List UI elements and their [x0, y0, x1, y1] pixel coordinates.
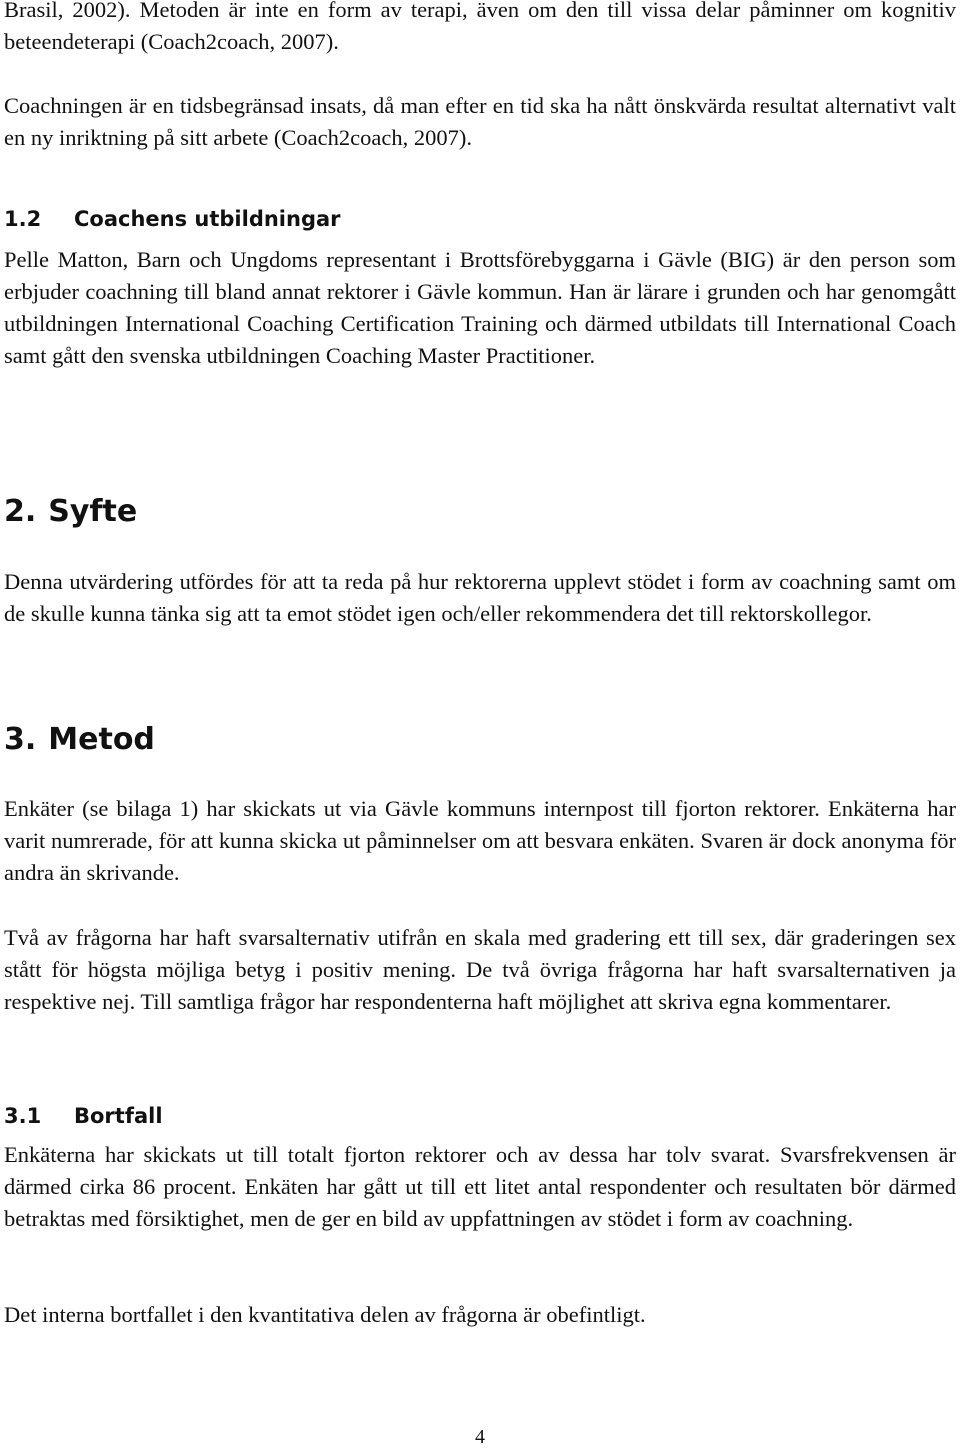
page-number: 4: [475, 1426, 485, 1448]
section-2-body-block: [4, 566, 956, 630]
section-title: Syfte: [48, 494, 138, 529]
intro-end-paragraph: Brasil, 2002). Metoden är inte en form av terapi, även om den till vissa delar påminner om kognitiv beteendeterapi (Coach2coach, 2007).: [4, 0, 956, 54]
section-3-body-1-block: [4, 793, 956, 889]
section-3-1-body-2-block: [4, 1299, 956, 1331]
section-2-paragraph: Denna utvärdering utfördes för att ta reda på hur rektorerna upplevt stödet i form av coachning samt om de skulle kunna tänka sig att ta emot stödet igen och/eller rekommendera det till rektorskollegor.: [4, 569, 956, 626]
section-3-paragraph-1: Enkäter (se bilaga 1) har skickats ut via Gävle kommuns internpost till fjorton rektorer. Enkäterna har varit numrerade, för att kunna skicka ut påminnelser om att besvara enkäten. Svaren är dock anonyma för andra än skrivande.: [4, 796, 956, 885]
intro-time-block: [4, 90, 956, 154]
section-title: Metod: [48, 722, 155, 757]
intro-time-paragraph: Coachningen är en tidsbegränsad insats, då man efter en tid ska ha nått önskvärda resultat alternativt valt en ny inriktning på sitt arbete (Coach2coach, 2007).: [4, 93, 956, 150]
section-heading: [4, 204, 956, 234]
section-3-body-2-block: [4, 922, 956, 1018]
section-title: Bortfall: [74, 1104, 163, 1128]
section-3-1-body-1-block: [4, 1139, 956, 1235]
section-title: Coachens utbildningar: [74, 207, 341, 231]
section-number: 3.1: [4, 1104, 42, 1128]
section-1-2-body-block: [4, 244, 956, 372]
section-heading: [4, 720, 956, 760]
section-3-heading: [4, 720, 956, 760]
section-3-1-paragraph-1: Enkäterna har skickats ut till totalt fjorton rektorer och av dessa har tolv svarat. Svarsfrekvensen är därmed cirka 86 procent. Enkäten har gått ut till ett litet antal respondenter och resultaten bör därmed betraktas med försiktighet, men de ger en bild av uppfattningen av stödet i form av coachning.: [4, 1142, 956, 1231]
section-number: 1.2: [4, 207, 42, 231]
section-number: 3.: [4, 722, 37, 757]
section-number: 2.: [4, 494, 37, 529]
section-heading: [4, 492, 956, 532]
section-1-2-heading: [4, 204, 956, 234]
section-2-heading: [4, 492, 956, 532]
section-heading: [4, 1101, 956, 1131]
section-3-1-heading: [4, 1101, 956, 1131]
intro-paragraph-block: [4, 0, 956, 58]
section-3-1-paragraph-2: Det interna bortfallet i den kvantitativa delen av frågorna är obefintligt.: [4, 1302, 646, 1327]
section-3-paragraph-2: Två av frågorna har haft svarsalternativ utifrån en skala med gradering ett till sex, där graderingen sex stått för högsta möjliga betyg i positiv mening. De två övriga frågorna har haft svarsalternativen ja respektive nej. Till samtliga frågor har respondenterna haft möjlighet att skriva egna kommentarer.: [4, 925, 956, 1014]
section-1-2-paragraph: Pelle Matton, Barn och Ungdoms representant i Brottsförebyggarna i Gävle (BIG) är den person som erbjuder coachning till bland annat rektorer i Gävle kommun. Han är lärare i grunden och har genomgått utbildningen International Coaching Certification Training och därmed utbildats till International Coach samt gått den svenska utbildningen Coaching Master Practitioner.: [4, 247, 956, 368]
